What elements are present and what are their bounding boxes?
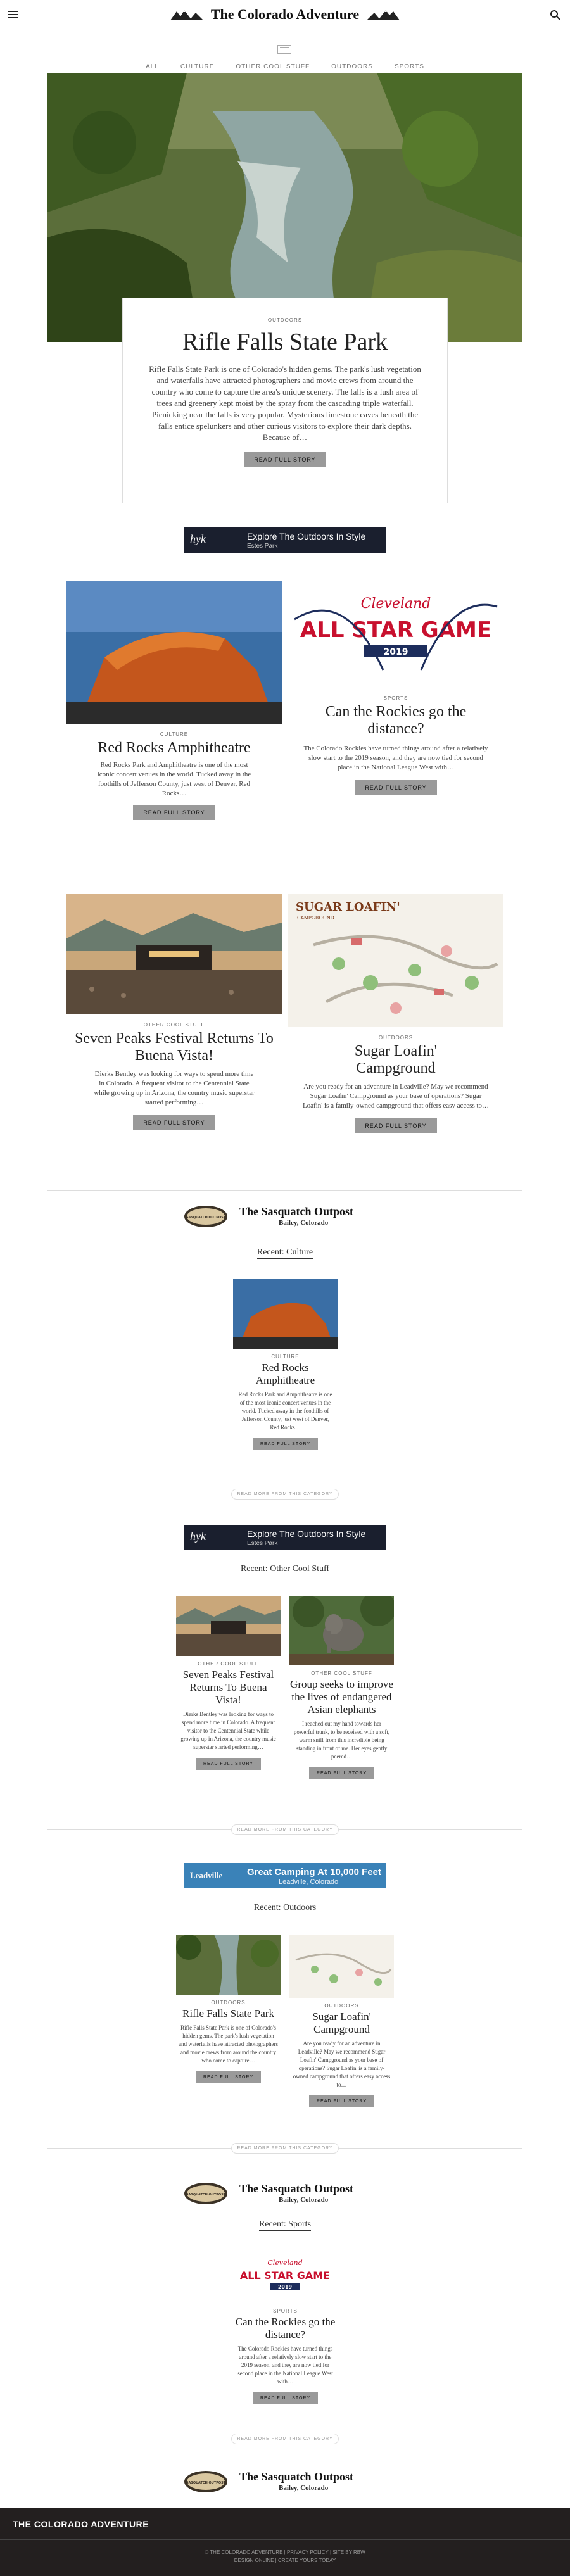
search-icon[interactable] bbox=[550, 9, 561, 21]
hero-read-button[interactable]: READ FULL STORY bbox=[244, 452, 326, 467]
post-image-campground-map[interactable] bbox=[288, 894, 504, 1027]
read-more-row bbox=[48, 1488, 522, 1501]
ad-headline: Great Camping At 10,000 Feet bbox=[247, 1867, 382, 1878]
post-card bbox=[66, 894, 282, 1130]
post-image-all-star-game[interactable] bbox=[288, 581, 504, 689]
recent-heading bbox=[0, 2219, 570, 2230]
post-kicker[interactable]: OTHER COOL STUFF bbox=[198, 1661, 259, 1667]
mountain-icon bbox=[170, 9, 203, 20]
post-title[interactable]: Sugar Loafin' Campground bbox=[354, 1043, 438, 1076]
post-kicker[interactable]: OUTDOORS bbox=[324, 2003, 359, 2009]
post-kicker[interactable]: OTHER COOL STUFF bbox=[311, 1670, 372, 1676]
read-full-story-button[interactable]: READ FULL STORY bbox=[196, 1758, 261, 1770]
footer-legal-line1[interactable]: © THE COLORADO ADVENTURE | PRIVACY POLICY | SITE BY RBW bbox=[205, 2549, 365, 2555]
hero-excerpt: Rifle Falls State Park is one of Colorado's hidden gems. The park's lush vegetation and waterfalls have attracted photographers and movie crews from around the country who come to capture the area's unique scenery. The falls is a lush area of trees and greenery kept moist by the spray from the cascading triple waterfall. Picnicking near the falls is very popular. Mysterious limestone caves beneath the falls entice spelunkers and other curious visitors to explore their dark depths. Because of… bbox=[149, 364, 421, 442]
category-nav bbox=[0, 60, 570, 72]
allstar-year-text: 2019 bbox=[383, 647, 408, 657]
ad-banner-hyk[interactable] bbox=[184, 527, 386, 553]
allstar-year-text: 2019 bbox=[277, 2284, 293, 2290]
post-image-seven-peaks[interactable] bbox=[176, 1596, 281, 1656]
recent-other-heading[interactable]: Recent: Other Cool Stuff bbox=[241, 1564, 329, 1575]
sasquatch-badge-icon bbox=[184, 1205, 228, 1228]
post-image-elephants[interactable] bbox=[289, 1596, 394, 1665]
read-more-row bbox=[48, 2433, 522, 2446]
post-card bbox=[66, 581, 282, 820]
badge-text: SASQUATCH OUTPOST bbox=[186, 1216, 226, 1220]
recent-culture-heading[interactable]: Recent: Culture bbox=[257, 1247, 313, 1259]
read-full-story-button[interactable]: READ FULL STORY bbox=[196, 2071, 261, 2083]
read-full-story-button[interactable]: READ FULL STORY bbox=[309, 1767, 374, 1779]
sasquatch-badge-icon bbox=[184, 2470, 228, 2493]
recent-heading bbox=[0, 1564, 570, 1574]
allstar-top-text: Cleveland bbox=[267, 2259, 303, 2267]
post-title[interactable]: Can the Rockies go the distance? bbox=[325, 704, 467, 737]
top-bar bbox=[0, 0, 570, 30]
sponsor-location: Bailey, Colorado bbox=[279, 2196, 329, 2204]
recent-outdoors-heading[interactable]: Recent: Outdoors bbox=[254, 1903, 316, 1914]
post-kicker[interactable]: OUTDOORS bbox=[211, 2000, 246, 2005]
sponsor-sasquatch-outpost[interactable] bbox=[0, 2466, 570, 2498]
read-more-other-button[interactable]: READ MORE FROM THIS CATEGORY bbox=[231, 1824, 339, 1835]
recent-heading bbox=[0, 1903, 570, 1913]
ad-brand: Leadville bbox=[190, 1871, 223, 1880]
sponsor-sasquatch-outpost[interactable] bbox=[0, 1201, 570, 1233]
post-title[interactable]: Seven Peaks Festival Returns To Buena Vista! bbox=[75, 1030, 274, 1064]
post-excerpt: The Colorado Rockies have turned things around after a relatively slow start to the 2019 season, and they are now tied for second place in the National League West with… bbox=[303, 745, 488, 771]
post-excerpt: Red Rocks Park and Amphitheatre is one of the most iconic concert venues in the world. Tucked away in the foothills of Jefferson County, just west of Denver, Red Rocks… bbox=[238, 1391, 332, 1430]
post-image-rifle-falls[interactable] bbox=[176, 1935, 281, 1995]
sponsor-sasquatch-outpost[interactable] bbox=[0, 2178, 570, 2210]
post-card bbox=[288, 581, 504, 795]
ad-headline: Explore The Outdoors In Style bbox=[247, 531, 366, 541]
post-excerpt: Rifle Falls State Park is one of Colorado's hidden gems. The park's lush vegetation and waterfalls have attracted photographers and movie crews from around the country who come to capture… bbox=[179, 2024, 278, 2064]
ad-subline: Leadville, Colorado bbox=[279, 1878, 339, 1886]
read-full-story-button[interactable]: READ FULL STORY bbox=[355, 1118, 436, 1133]
post-excerpt: Dierks Bentley was looking for ways to spend more time in Colorado. A frequent visitor to the Centennial State while growing up in Arizona, the country music superstar started performing… bbox=[180, 1711, 276, 1750]
ad-subline: Estes Park bbox=[247, 543, 278, 550]
sasquatch-badge-icon bbox=[184, 2182, 228, 2205]
ad-headline: Explore The Outdoors In Style bbox=[247, 1529, 366, 1539]
allstar-main-text: ALL STAR GAME bbox=[239, 2270, 331, 2282]
mountain-icon bbox=[367, 9, 400, 20]
post-title[interactable]: Sugar Loafin' Campground bbox=[312, 2011, 371, 2035]
ad-subline: Estes Park bbox=[247, 1540, 278, 1547]
site-title: The Colorado Adventure bbox=[210, 6, 360, 22]
post-image-seven-peaks[interactable] bbox=[66, 894, 282, 1014]
sponsor-location: Bailey, Colorado bbox=[279, 2484, 329, 2492]
post-card bbox=[176, 1596, 281, 1770]
post-image-campground-map[interactable] bbox=[289, 1935, 394, 1998]
allstar-main-text: ALL STAR GAME bbox=[300, 617, 492, 643]
map-subtitle-text: CAMPGROUND bbox=[297, 915, 334, 921]
post-image-all-star-game[interactable] bbox=[233, 2251, 338, 2303]
sponsor-name: The Sasquatch Outpost bbox=[239, 2470, 354, 2483]
footer-legal-line2[interactable]: DESIGN ONLINE | CREATE YOURS TODAY bbox=[234, 2558, 336, 2563]
ad-brand: hyk bbox=[190, 1530, 206, 1543]
post-card bbox=[289, 1596, 394, 1779]
badge-text: SASQUATCH OUTPOST bbox=[186, 2481, 226, 2485]
post-image-red-rocks[interactable] bbox=[233, 1279, 338, 1349]
post-card bbox=[288, 894, 504, 1133]
post-title[interactable]: Rifle Falls State Park bbox=[182, 2007, 274, 2019]
nav-sports[interactable]: SPORTS bbox=[394, 63, 424, 70]
hero-kicker[interactable]: OUTDOORS bbox=[267, 317, 303, 323]
hero-title[interactable]: Rifle Falls State Park bbox=[182, 329, 388, 355]
read-full-story-button[interactable]: READ FULL STORY bbox=[253, 1438, 318, 1450]
read-more-sports-button[interactable]: READ MORE FROM THIS CATEGORY bbox=[231, 2434, 339, 2444]
sponsor-location: Bailey, Colorado bbox=[279, 1219, 329, 1227]
read-full-story-button[interactable]: READ FULL STORY bbox=[133, 805, 215, 820]
recent-heading bbox=[0, 1247, 570, 1258]
read-full-story-button[interactable]: READ FULL STORY bbox=[133, 1115, 215, 1130]
footer-divider bbox=[0, 2539, 570, 2540]
hero-card bbox=[122, 298, 448, 503]
read-more-outdoors-button[interactable]: READ MORE FROM THIS CATEGORY bbox=[231, 2143, 339, 2154]
post-card bbox=[233, 1279, 338, 1450]
post-excerpt: Dierks Bentley was looking for ways to spend more time in Colorado. A frequent visitor to the Centennial State while growing up in Arizona, the country music superstar started performing… bbox=[94, 1070, 255, 1106]
nav-culture[interactable]: CULTURE bbox=[180, 63, 215, 70]
post-excerpt: I reached out my hand towards her powerful trunk, to be received with a soft, warm sniff from this incredible being standing in front of me. Her eyes gently peered… bbox=[293, 1720, 390, 1760]
allstar-top-text: Cleveland bbox=[360, 596, 431, 612]
post-kicker[interactable]: SPORTS bbox=[273, 2308, 298, 2314]
post-kicker[interactable]: OUTDOORS bbox=[378, 1035, 414, 1040]
map-title-text: SUGAR LOAFIN' bbox=[296, 900, 400, 914]
nav-outdoors[interactable]: OUTDOORS bbox=[331, 63, 373, 70]
post-title[interactable]: Red Rocks Amphitheatre bbox=[98, 740, 251, 756]
read-full-story-button[interactable]: READ FULL STORY bbox=[253, 2392, 318, 2404]
read-more-row bbox=[48, 1824, 522, 1836]
site-footer bbox=[0, 2508, 570, 2576]
nav-all[interactable]: ALL bbox=[146, 63, 159, 70]
sponsor-name: The Sasquatch Outpost bbox=[239, 1205, 354, 1218]
post-card bbox=[289, 1935, 394, 2107]
post-card bbox=[233, 2251, 338, 2404]
read-full-story-button[interactable]: READ FULL STORY bbox=[355, 780, 436, 795]
post-title[interactable]: Seven Peaks Festival Returns To Buena Vista! bbox=[182, 1669, 274, 1706]
ad-banner-hyk[interactable] bbox=[184, 1525, 386, 1550]
ad-brand: hyk bbox=[190, 533, 206, 545]
post-title[interactable]: Can the Rockies go the distance? bbox=[235, 2316, 336, 2340]
post-kicker[interactable]: SPORTS bbox=[383, 695, 408, 701]
footer-legal bbox=[0, 2548, 570, 2565]
post-title[interactable]: Red Rocks Amphitheatre bbox=[255, 1361, 315, 1386]
sponsor-name: The Sasquatch Outpost bbox=[239, 2182, 354, 2195]
recent-sports-heading[interactable]: Recent: Sports bbox=[259, 2219, 311, 2231]
post-excerpt: Are you ready for an adventure in Leadville? May we recommend Sugar Loafin' Campground as your base of operations? Sugar Loafin' is a family-owned campground that offers easy access to… bbox=[293, 2040, 391, 2088]
footer-brand[interactable]: THE COLORADO ADVENTURE bbox=[13, 2519, 149, 2529]
post-kicker[interactable]: CULTURE bbox=[271, 1354, 300, 1360]
nav-toggle-icon[interactable] bbox=[277, 45, 291, 54]
badge-text: SASQUATCH OUTPOST bbox=[186, 2193, 226, 2197]
post-image-red-rocks[interactable] bbox=[66, 581, 282, 724]
site-logo[interactable] bbox=[0, 6, 570, 24]
read-more-row bbox=[48, 2142, 522, 2155]
post-excerpt: Red Rocks Park and Amphitheatre is one of the most iconic concert venues in the world. Tucked away in the foothills of Jefferson County, just west of Denver, Red Rocks… bbox=[97, 761, 251, 797]
nav-other-cool-stuff[interactable]: OTHER COOL STUFF bbox=[236, 63, 310, 70]
post-title[interactable]: Group seeks to improve the lives of endangered Asian elephants bbox=[290, 1678, 393, 1715]
ad-banner-camping[interactable] bbox=[184, 1863, 386, 1888]
post-excerpt: Are you ready for an adventure in Leadville? May we recommend Sugar Loafin' Campground as your base of operations? Sugar Loafin' is a family-owned campground that offers easy access to… bbox=[302, 1083, 490, 1109]
post-card bbox=[176, 1935, 281, 2083]
read-full-story-button[interactable]: READ FULL STORY bbox=[309, 2095, 374, 2107]
post-kicker[interactable]: OTHER COOL STUFF bbox=[143, 1022, 205, 1028]
read-more-culture-button[interactable]: READ MORE FROM THIS CATEGORY bbox=[231, 1489, 339, 1500]
section-divider bbox=[48, 1190, 522, 1191]
post-kicker[interactable]: CULTURE bbox=[160, 731, 189, 737]
post-excerpt: The Colorado Rockies have turned things around after a relatively slow start to the 2019 season, and they are now tied for second place in the National League West with… bbox=[238, 2346, 333, 2385]
